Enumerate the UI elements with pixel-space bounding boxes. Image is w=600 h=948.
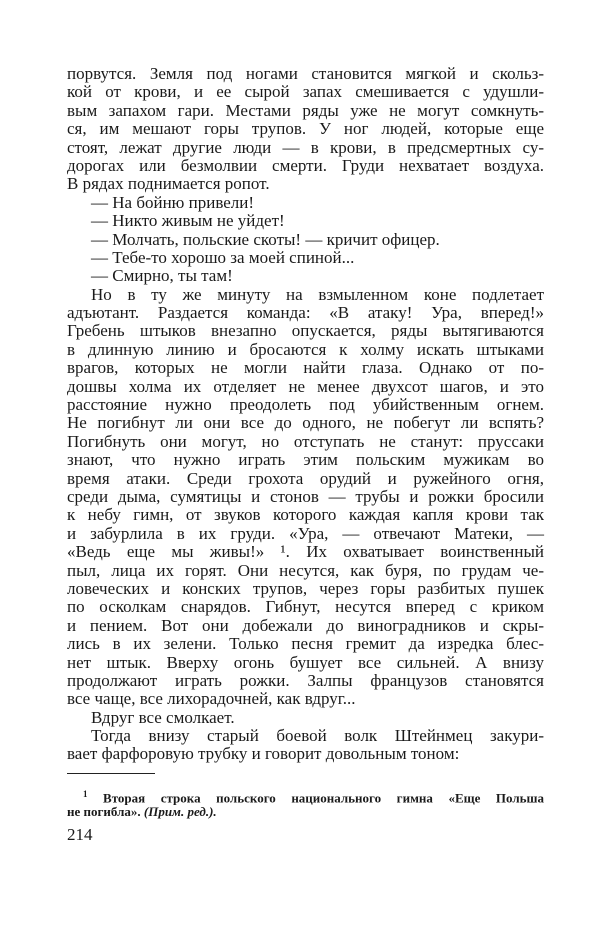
footnote-line — [67, 786, 544, 806]
text-line: и забурлила в их груди. «Ура, — отвечают Матеки, — — [67, 523, 544, 543]
text-line: порвутся. Земля под ногами становится мягкой и скольз- — [67, 64, 544, 83]
text-line: Тогда внизу старый боевой волк Штейнмец закури- — [91, 726, 544, 746]
text-line: Гребень штыков внезапно опускается, ряды вытягиваются — [67, 321, 544, 341]
text-line: вым запахом гари. Местами ряды уже не могут сомкнуть- — [67, 100, 544, 120]
text-line: — Никто живым не уйдет! — [91, 211, 285, 231]
text-line: время атаки. Среди грохота орудий и ружейного огня, — [67, 468, 544, 488]
text-line: врагов, которых не могли найти глаза. Однако от по- — [67, 358, 544, 378]
text-line: Вдруг все смолкает. — [91, 707, 235, 727]
text-line: и пением. Вот они добежали до виноградников и скры- — [67, 615, 544, 635]
editor-note: (Прим. ред.). — [143, 804, 217, 819]
text-line: Не погибнут ли они все до одного, не побегут ли вспять? — [67, 413, 544, 433]
text-line: в длинную линию и бросаются к холму искать штыками — [67, 339, 544, 359]
text-line: вает фарфоровую трубку и говорит довольным тоном: — [67, 744, 460, 764]
text-line: среди дыма, сумятицы и стонов — трубы и рожки бросили — [67, 486, 544, 506]
text-line: все чаще, все лихорадочней, как вдруг... — [67, 689, 356, 709]
text-line: расстояние нужно преодолеть под убийственным огнем. — [67, 395, 544, 415]
footnote-text: не погибла». — [67, 804, 144, 819]
text-line: кой от крови, и ее сырой запах смешивается с удушли- — [67, 82, 544, 102]
footnote-divider — [67, 773, 155, 774]
text-line: продолжают играть рожки. Залпы французов становятся — [67, 670, 544, 690]
body-text — [67, 65, 544, 764]
text-line: «Ведь еще мы живы!» ¹. Их охватывает воинственный — [67, 542, 544, 562]
text-line: адъютант. Раздается команда: «В атаку! Ура, вперед!» — [67, 303, 544, 323]
page-number: 214 — [67, 825, 93, 844]
text-line: нет штык. Вверху огонь бушует все сильней. А внизу — [67, 652, 544, 672]
text-line: В рядах поднимается ропот. — [67, 174, 270, 194]
footnote-line — [67, 803, 544, 820]
text-line: стоят, лежат другие люди — в крови, в предсмертных су- — [67, 137, 544, 157]
text-line: знают, что нужно играть этим польским мужикам во — [67, 450, 544, 470]
text-line: к небу гимн, от звуков которого каждая капля крови так — [67, 505, 544, 525]
footnote — [67, 786, 544, 820]
text-line: пыл, лица их горят. Они несутся, как буря, по грудам че- — [67, 560, 544, 580]
text-line: Но в ту же минуту на взмыленном коне подлетает — [91, 284, 544, 304]
text-line: лись в их зелени. Только песня гремит да изредка блес- — [67, 634, 544, 654]
text-line: — Тебе-то хорошо за моей спиной... — [91, 247, 355, 267]
footnote-text: Вторая строка польского национального гимна «Еще Польша — [103, 790, 544, 806]
footnote-marker: 1 — [83, 789, 88, 799]
text-line: дорогах или безмолвии смерти. Груди нехватает воздуха. — [67, 155, 544, 175]
text-line: дошвы холма их отделяет не менее двухсот шагов, и это — [67, 376, 544, 396]
text-line: ся, им мешают горы трупов. У ног людей, которые еще — [67, 119, 544, 139]
text-line: ловеческих и конских трупов, через горы разбитых пушек — [67, 578, 544, 598]
text-line: — Смирно, ты там! — [91, 266, 233, 286]
text-line: по осколкам снарядов. Гибнут, несутся вперед с криком — [67, 597, 544, 617]
text-line: — Молчать, польские скоты! — кричит офицер. — [91, 229, 440, 249]
text-line: Погибнуть они могут, но отступать не станут: пруссаки — [67, 431, 544, 451]
text-line: — На бойню привели! — [91, 192, 255, 212]
